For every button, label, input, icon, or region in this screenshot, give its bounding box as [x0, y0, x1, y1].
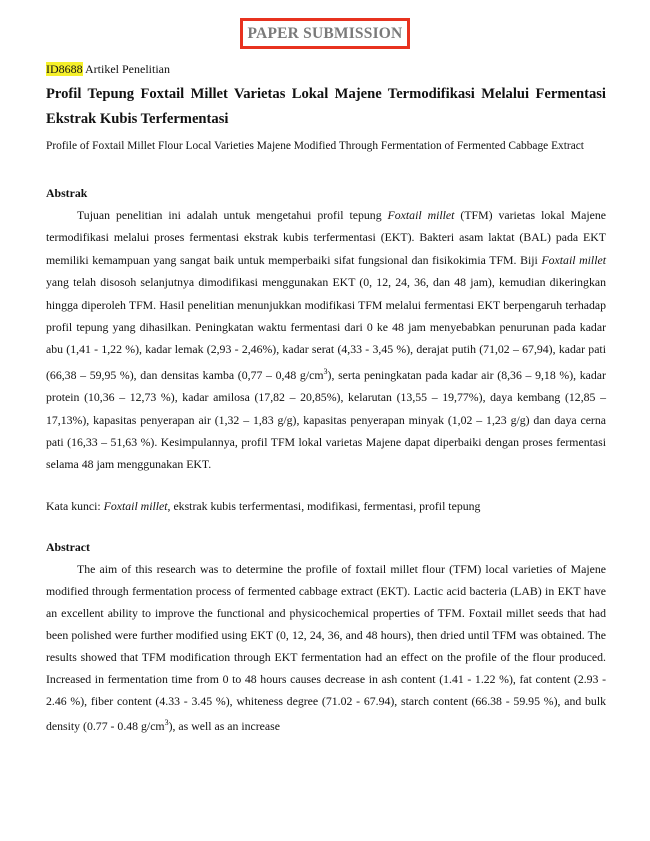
- paper-title: Profil Tepung Foxtail Millet Varietas Lokal Majene Termodifikasi Melalui Fermentasi Ekstrak Kubis Terfermentasi: [46, 86, 606, 127]
- keywords-line: [46, 495, 606, 517]
- stamp-container: [0, 18, 650, 49]
- abstrak-text: yang telah disosoh selanjutnya dimodifikasi menggunakan EKT (0, 12, 24, 36, dan 48 jam), kemudian dikeringkan hingga diperoleh TFM. Hasil penelitian menunjukkan modifikasi TFM melalui fermentasi EKT berpengaruh terhadap profil tepung yang dihasilkan. Peningkatan waktu fermentasi dari 0 ke 48 jam menyebabkan penurunan pada kadar abu (1,41 - 1,22 %), kadar lemak (2,93 - 2,46%), kadar serat (4,33 - 3,45 %), derajat putih (71,02 – 67,94), kadar pati (66,38 – 59,95 %), dan densitas kamba (0,77 – 0,48 g/cm: [46, 275, 606, 382]
- abstrak-italic-term: Foxtail millet: [387, 208, 455, 222]
- abstract-superscript: 3: [164, 718, 169, 728]
- abstrak-superscript: 3: [323, 366, 328, 376]
- keywords-label: Kata kunci:: [46, 498, 104, 513]
- paper-subtitle: Profile of Foxtail Millet Flour Local Varieties Majene Modified Through Fermentation of Fermented Cabbage Extract: [46, 140, 584, 152]
- article-id: ID8688: [46, 62, 83, 76]
- abstrak-text: ), serta peningkatan pada kadar air (8,36 – 9,18 %), kadar protein (10,36 – 12,73 %), kadar amilosa (17,82 – 20,85%), kelarutan (13,55 – 19,77%), daya kembang (12,85 – 17,13%), kapasitas penyerapan air (1,32 – 1,83 g/g), kapasitas penyerapan minyak (1,02 – 1,23 g/g) dan daya cerna pati (16,33 – 51,63 %). Kesimpulannya, profil TFM lokal varietas Majene dapat diperbaiki dengan proses fermentasi selama 48 jam menggunakan EKT.: [46, 367, 606, 472]
- abstract-body: [46, 558, 606, 738]
- article-type: Artikel Penelitian: [85, 62, 170, 76]
- abstrak-body: [46, 204, 606, 476]
- paper-submission-stamp: PAPER SUBMISSION: [240, 18, 411, 49]
- abstrak-italic-term: Foxtail millet: [541, 252, 606, 267]
- article-id-line: [46, 60, 606, 79]
- abstrak-heading: Abstrak: [46, 186, 88, 200]
- abstrak-text: (TFM) varietas lokal Majene termodifikasi melalui proses fermentasi ekstrak kubis terfermentasi (EKT). Bakteri asam laktat (BAL) pada EKT memiliki kemampuan yang sangat baik untuk memperbaiki sifat fungsional dan fisikokimia TFM. Biji: [46, 208, 606, 267]
- abstract-text: The aim of this research was to determine the profile of foxtail millet flour (TFM) local varieties of Majene modified through fermentation process of fermented cabbage extract (EKT). Lactic acid bacteria (LAB) in EKT have an excellent ability to improve the functional and physicochemical properties of TFM. Foxtail millet seeds that had been polished were further modified using EKT (0, 12, 24, 36, and 48 hours), then dried until TFM was obtained. The results showed that TFM modification through EKT fermentation had an effect on the profile of the flour produced. Increased in fermentation time from 0 to 48 hours causes decrease in ash content (1.41 - 1.22 %), fat content (2.93 - 2.46 %), fiber content (4.33 - 3.45 %), whiteness degree (71.02 - 67.94), starch content (66.38 - 59.95 %), and bulk density (0.77 - 0.48 g/cm: [46, 561, 606, 734]
- paper-content: [46, 60, 606, 737]
- abstrak-text: Tujuan penelitian ini adalah untuk mengetahui profil tepung: [77, 208, 388, 222]
- abstract-text: ), as well as an increase: [168, 719, 280, 734]
- keywords-italic-term: Foxtail millet: [103, 498, 168, 513]
- keywords-list: , ekstrak kubis terfermentasi, modifikasi, fermentasi, profil tepung: [167, 498, 481, 513]
- abstract-heading: Abstract: [46, 539, 90, 554]
